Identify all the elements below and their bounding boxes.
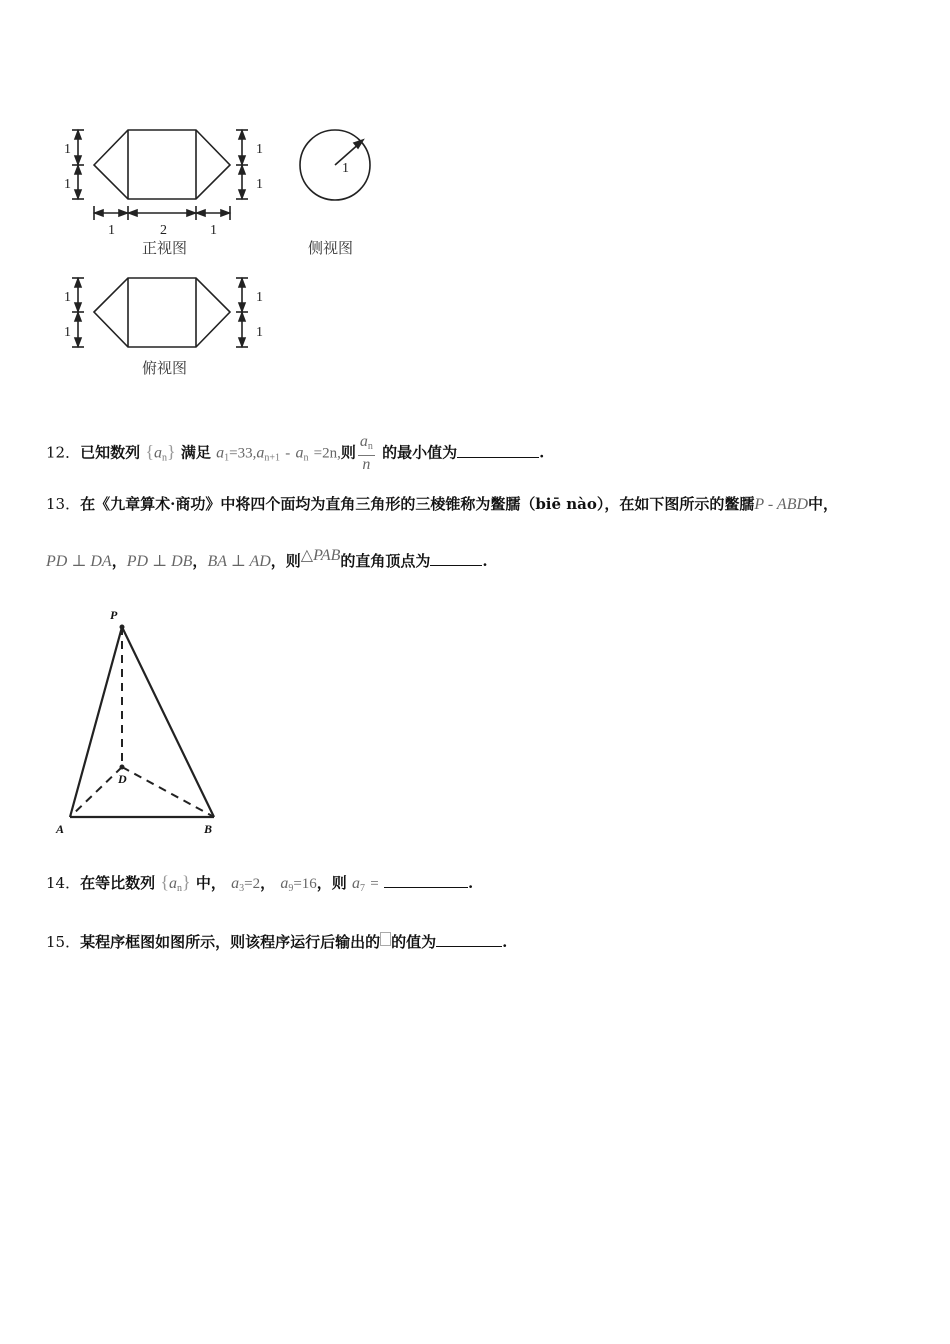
q13-line-1: 在《九章算术·商功》中将四个面均为直角三角形的三棱锥称为鳖臑（biē nào），在如下图所示的鳖臑: [80, 495, 755, 513]
question-13-line-2: PD ⊥ DA，PD ⊥ DB，BA ⊥ AD，则△PAB的直角顶点为 .: [46, 547, 488, 570]
q12-condition-1: =33,: [229, 445, 257, 462]
dim-left-bottom: 1: [64, 177, 71, 192]
front-view-shape: [94, 130, 230, 199]
edge-PA: [70, 627, 122, 817]
q12-text-4: 的最小值为: [382, 443, 458, 462]
question-number: 14．: [46, 874, 81, 892]
q12-fraction: $\frac{a_n}{n}$: [359, 433, 373, 473]
vertex-A: A: [56, 822, 65, 836]
q13-solid: P - ABD: [754, 496, 809, 513]
edge-PB: [122, 627, 214, 817]
q15-text-2: 的值为: [391, 933, 437, 951]
front-view-label: 正视图: [142, 241, 188, 257]
dim-bottom-middle: 2: [160, 223, 167, 238]
top-dim-right-top: 1: [256, 290, 263, 305]
top-dim-right-bottom: 1: [256, 325, 263, 340]
q14-a9: =16: [293, 876, 317, 892]
q12-condition-2: =2n,: [313, 445, 341, 462]
answer-blank[interactable]: [384, 873, 468, 888]
edge-DB: [122, 767, 214, 817]
side-view-label: 侧视图: [308, 241, 354, 257]
q14-text-1: 在等比数列: [80, 874, 156, 892]
question-14: 14．在等比数列 $\{a_n\}$ 中， $a_3=2$， $a_9=16$，则 $a_7$ = .: [46, 872, 474, 894]
q14-text-2: 中，: [195, 874, 226, 892]
top-dim-left-top: 1: [64, 290, 71, 305]
tetrahedron-figure: [50, 605, 230, 840]
dim-right-top: 1: [256, 142, 263, 157]
q12-text-2: 满足: [180, 443, 211, 462]
answer-blank[interactable]: [436, 932, 502, 947]
q13-triangle: △PAB: [300, 547, 341, 564]
question-number: 12．: [46, 443, 81, 462]
question-13: 13．在《九章算术·商功》中将四个面均为直角三角形的三棱锥称为鳖臑（biē nào），在如下图所示的鳖臑P - ABD中，: [46, 495, 839, 513]
question-number: 15．: [46, 933, 81, 951]
question-12: 12．已知数列 $\{a_n\}$ 满足 $a_1=33,a_{n+1} - a_n =2n$,则 $\frac{a_n}{n}$ 的最小值为 .: [46, 433, 545, 473]
answer-blank[interactable]: [430, 551, 482, 566]
top-dim-left-bottom: 1: [64, 325, 71, 340]
answer-blank[interactable]: [457, 443, 539, 458]
dim-left-top: 1: [64, 142, 71, 157]
q12-text-1: 已知数列: [80, 443, 141, 462]
missing-symbol-box: [380, 932, 391, 946]
q13-condition-3: BA ⊥ AD: [207, 553, 271, 570]
q14-a3: =2: [244, 876, 261, 892]
top-view-label: 俯视图: [142, 361, 188, 377]
q13-condition-1: PD ⊥ DA: [46, 553, 112, 570]
three-view-figure: [60, 118, 380, 383]
top-view-shape: [94, 278, 230, 347]
vertex-D: D: [118, 772, 127, 786]
vertex-B: B: [204, 822, 213, 836]
q15-text-1: 某程序框图如图所示，则该程序运行后输出的: [80, 933, 381, 951]
question-15: 15．某程序框图如图所示，则该程序运行后输出的 的值为 .: [46, 933, 508, 951]
dim-right-bottom: 1: [256, 177, 263, 192]
dim-bottom-right: 1: [210, 223, 217, 238]
question-number: 13．: [46, 495, 81, 513]
radius-label: 1: [342, 161, 349, 176]
dim-bottom-left: 1: [108, 223, 115, 238]
q13-condition-2: PD ⊥ DB: [126, 553, 193, 570]
q12-text-3: 则: [340, 443, 356, 462]
vertex-P: P: [110, 608, 118, 622]
